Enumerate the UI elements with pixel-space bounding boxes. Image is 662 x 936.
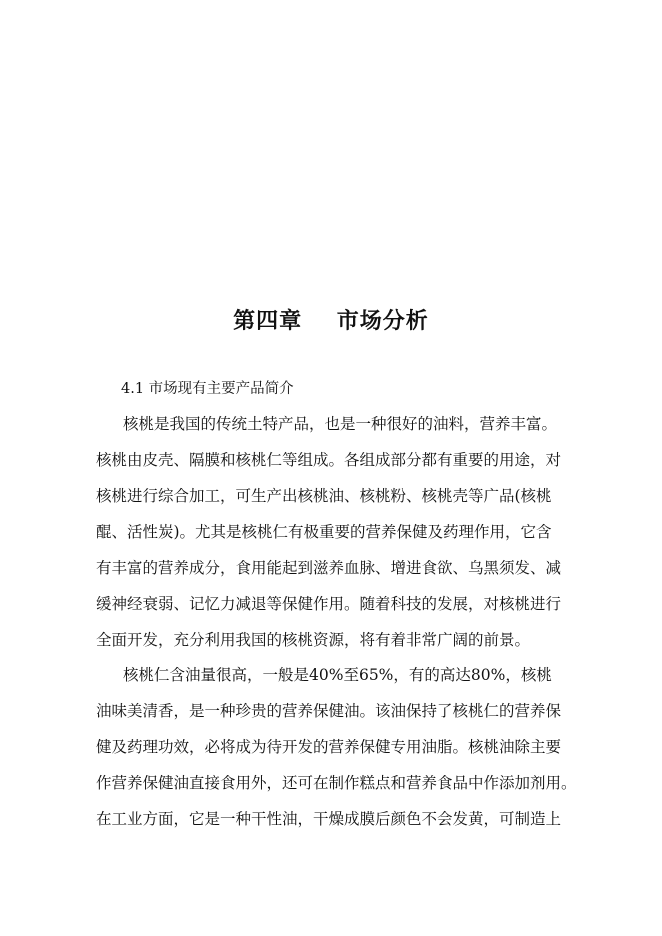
body-line-3: 核桃进行综合加工，可生产出核桃油、核桃粉、核桃壳等广品(核桃 — [96, 487, 552, 505]
section-heading: 4.1 市场现有主要产品简介 — [121, 381, 294, 397]
body-line-9: 油味美清香，是一种珍贵的营养保健油。该油保持了核桃仁的营养保 — [96, 702, 562, 720]
body-line-8: 核桃仁含油量很高，一般是40%至65%，有的高达80%，核桃 — [123, 666, 552, 684]
chapter-title: 第四章 市场分析 — [233, 308, 429, 334]
body-line-10: 健及药理功效，必将成为待开发的营养保健专用油脂。核桃油除主要 — [96, 738, 562, 756]
body-line-7: 全面开发，充分利用我国的核桃资源，将有着非常广阔的前景。 — [96, 631, 531, 649]
body-line-4: 醌、活性炭)。尤其是核桃仁有极重要的营养保健及药理作用，它含 — [96, 523, 552, 541]
body-line-2: 核桃由皮壳、隔膜和核桃仁等组成。各组成部分都有重要的用途，对 — [96, 451, 562, 469]
body-line-12: 在工业方面，它是一种干性油，干燥成膜后颜色不会发黄，可制造上 — [96, 810, 562, 828]
body-line-11: 作营养保健油直接食用外，还可在制作糕点和营养食品中作添加剂用。 — [96, 774, 577, 792]
body-line-6: 缓神经衰弱、记忆力减退等保健作用。随着科技的发展，对核桃进行 — [96, 595, 562, 613]
body-line-1: 核桃是我国的传统土特产品，也是一种很好的油料，营养丰富。 — [123, 415, 558, 433]
body-line-5: 有丰富的营养成分，食用能起到滋养血脉、增进食欲、乌黑须发、减 — [96, 559, 562, 577]
